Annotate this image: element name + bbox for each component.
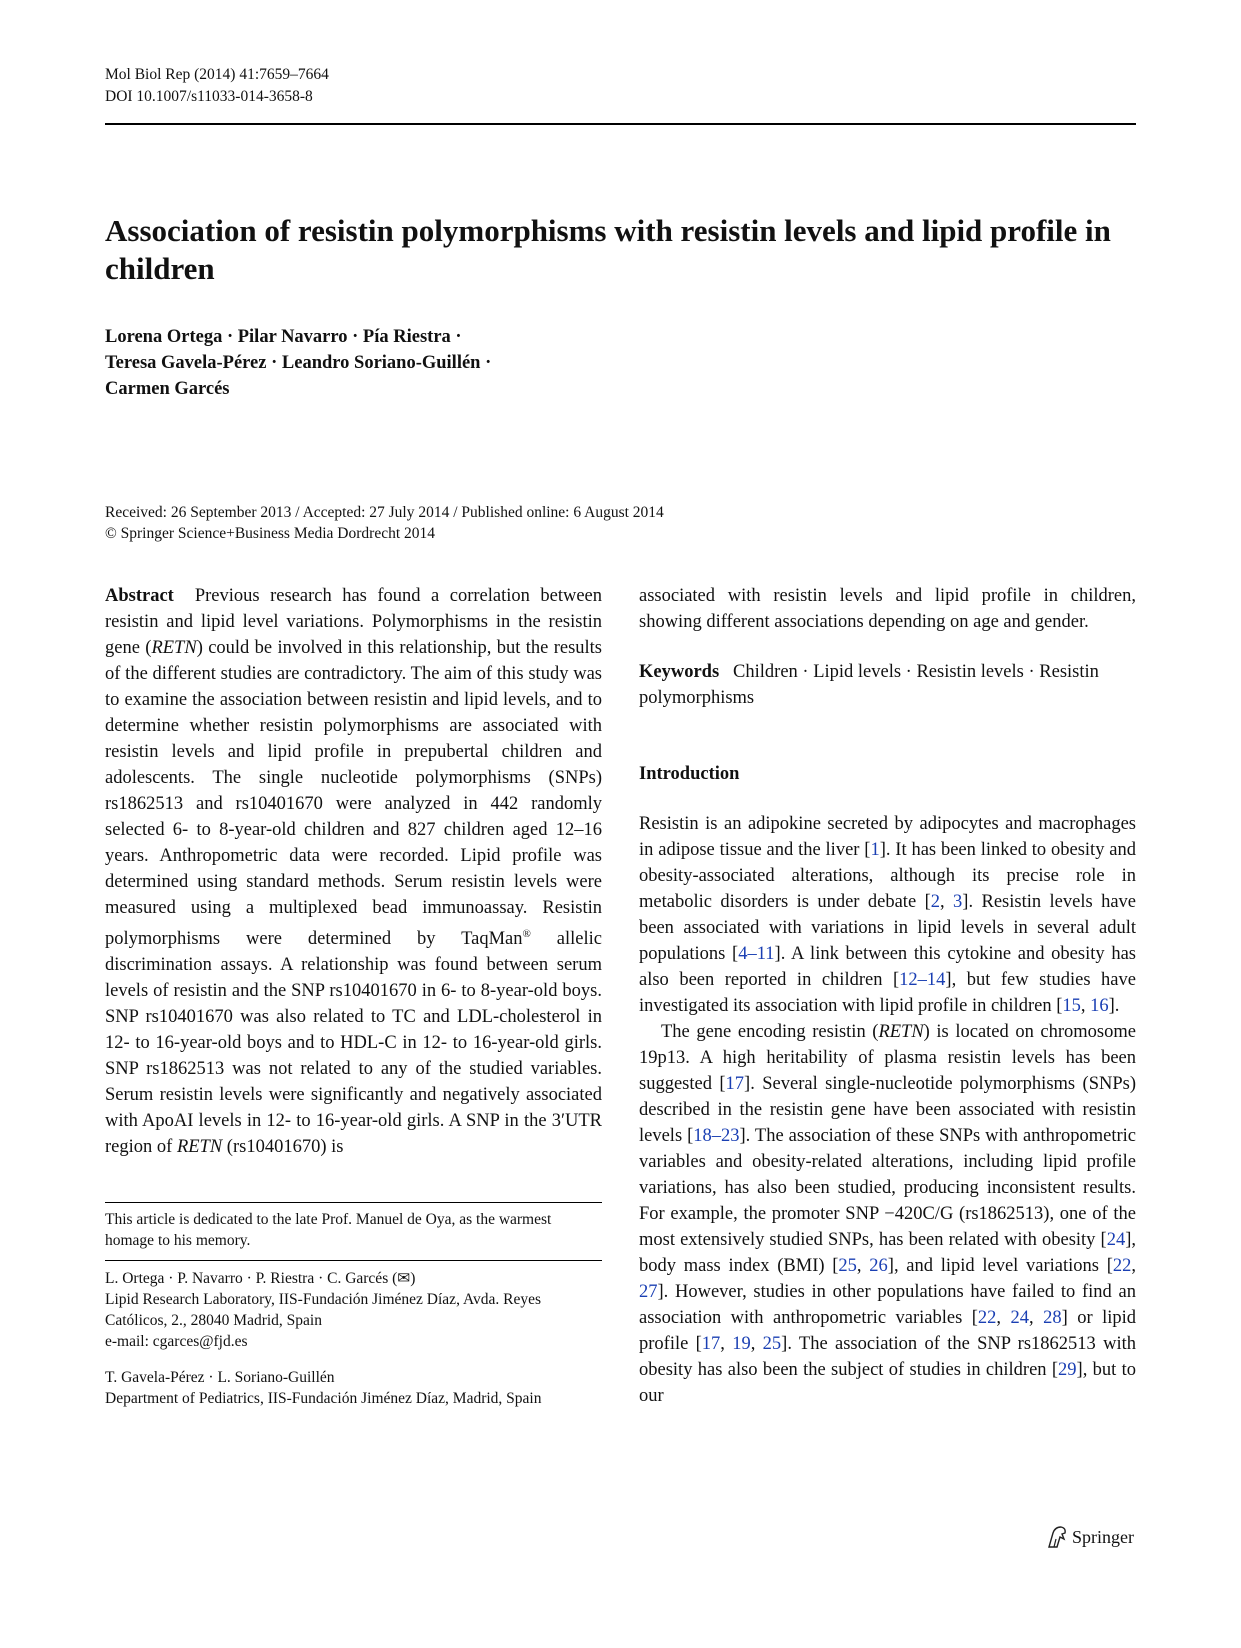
citation-link[interactable]: 3: [953, 892, 963, 912]
header-rule: [105, 123, 1136, 125]
text-run: ,: [939, 892, 954, 912]
journal-citation: Mol Biol Rep (2014) 41:7659–7664: [105, 66, 329, 83]
citation-link[interactable]: 18–23: [693, 1126, 740, 1146]
text-run: ], and lipid level variations [: [887, 1256, 1113, 1276]
author-list: [105, 324, 491, 402]
text-run: ) is located on chromosome 19p13. A high heritability of plasma resistin levels has been suggested [: [639, 1022, 1136, 1094]
citation-link[interactable]: 22: [1112, 1256, 1132, 1276]
citation-link[interactable]: 29: [1058, 1360, 1077, 1380]
citation-link[interactable]: 22: [977, 1308, 997, 1328]
text-run: ,: [856, 1256, 870, 1276]
copyright-line: © Springer Science+Business Media Dordrecht 2014: [105, 525, 436, 542]
text-run: ]. The association of these SNPs with anthropometric variables and obesity-related alterations, including lipid profile variations, has also been studied, producing inconsistent results. For example, the promoter SNP −420C/G (rs1862513), one of the most extensively studied SNPs, has been related with obesity [: [639, 1126, 1136, 1250]
citation-link[interactable]: 12–14: [899, 970, 946, 990]
keywords-label: Keywords: [639, 662, 720, 682]
keywords-text: Children · Lipid levels · Resistin levels · Resistin polymorphisms: [639, 662, 1099, 708]
author-line: Lorena Ortega · Pilar Navarro · Pía Riestra ·: [105, 327, 462, 347]
citation-link[interactable]: 15: [1062, 996, 1081, 1016]
publication-dates: [105, 502, 664, 544]
affiliation-2: [105, 1367, 602, 1409]
intro-paragraph-2: [639, 1019, 1136, 1409]
gene-name: RETN: [878, 1022, 924, 1042]
citation-link[interactable]: 1: [870, 840, 880, 860]
citation-link[interactable]: 26: [869, 1256, 888, 1276]
text-run: Resistin is an adipokine secreted by adipocytes and macrophages in adipose tissue and the liver [: [639, 814, 1136, 860]
email[interactable]: e-mail: cgarces@fjd.es: [105, 1333, 248, 1350]
text-run: The gene encoding resistin (: [661, 1022, 879, 1042]
author-line: Teresa Gavela-Pérez · Leandro Soriano-Guillén ·: [105, 353, 492, 373]
abstract-text: ) could be involved in this relationship, but the results of the different studies are contradictory. The aim of this study was to examine the association between resistin and lipid levels, and to determine whether resistin polymorphisms are associated with resistin levels and lipid profile in prepubertal children and adolescents. The single nucleotide polymorphisms (SNPs) rs1862513 and rs10401670 were analyzed in 442 randomly selected 6- to 8-year-old children and 827 children aged 12–16 years. Anthropometric data were recorded. Lipid profile was determined using standard methods. Serum resistin levels were measured using a multiplexed bead immunoassay. Resistin polymorphisms were determined by TaqMan: [105, 638, 602, 950]
text-run: ,: [750, 1334, 763, 1354]
citation-link[interactable]: 24: [1106, 1230, 1126, 1250]
citation-link[interactable]: 17: [701, 1334, 721, 1354]
registered-mark: ®: [522, 928, 531, 940]
abstract-column: [105, 583, 602, 1160]
text-run: ]. Resistin levels have been associated with variations in lipid levels in several adult populations [: [639, 892, 1136, 964]
text-run: ], but few studies have investigated its association with lipid profile in children [: [639, 970, 1136, 1016]
running-header: [105, 64, 329, 108]
keywords: [639, 659, 1136, 711]
text-run: ,: [1029, 1308, 1044, 1328]
doi: DOI 10.1007/s11033-014-3658-8: [105, 88, 313, 105]
text-run: ]. Several single-nucleotide polymorphisms (SNPs) described in the resistin gene have been associated with resistin levels [: [639, 1074, 1136, 1146]
springer-horse-icon: [1046, 1525, 1068, 1549]
citation-link[interactable]: 2: [930, 892, 940, 912]
text-run: ]. However, studies in other populations have failed to find an association with anthropometric variables [: [639, 1282, 1136, 1328]
affiliation-names: T. Gavela-Pérez · L. Soriano-Guillén: [105, 1369, 335, 1386]
publisher-logo: [1046, 1525, 1134, 1549]
citation-link[interactable]: 4–11: [738, 944, 775, 964]
text-run: ]. It has been linked to obesity and obesity-associated alterations, although its precise role in metabolic disorders is under debate [: [639, 840, 1136, 912]
abstract-text-continued: (rs10401670) is: [222, 1137, 344, 1158]
citation-link[interactable]: 28: [1043, 1308, 1062, 1328]
text-run: ] or lipid profile [: [639, 1308, 1137, 1354]
affiliation-lab: Lipid Research Laboratory, IIS-Fundación Jiménez Díaz, Avda. Reyes Católicos, 2., 28040 Madrid, Spain: [105, 1291, 542, 1329]
citation-link[interactable]: 25: [762, 1334, 782, 1354]
citation-link[interactable]: 17: [725, 1074, 745, 1094]
abstract-text: allelic discrimination assays. A relationship was found between serum levels of resistin and the SNP rs10401670 in 6- to 8-year-old boys. SNP rs10401670 was also related to TC and LDL-cholesterol in 12- to 16-year-old boys and to HDL-C in 12- to 16-year-old girls. SNP rs1862513 was not related to any of the studied variables. Serum resistin levels were significantly and negatively associated with ApoAI levels in 12- to 16-year-old girls. A SNP in the 3′UTR region of: [105, 929, 602, 1158]
publisher-name: Springer: [1072, 1526, 1134, 1547]
affiliation-dept: Department of Pediatrics, IIS-Fundación Jiménez Díaz, Madrid, Spain: [105, 1390, 542, 1407]
text-run: ,: [720, 1334, 733, 1354]
intro-paragraph-1: [639, 811, 1136, 1019]
text-run: ], body mass index (BMI) [: [639, 1230, 1136, 1276]
abstract-label: Abstract: [105, 586, 174, 606]
section-heading: Introduction: [639, 764, 740, 784]
right-column: [639, 583, 1136, 1409]
affiliation-1: [105, 1268, 602, 1352]
footnote-rule: [105, 1202, 602, 1203]
citation-link[interactable]: 16: [1090, 996, 1109, 1016]
citation-link[interactable]: 19: [732, 1334, 751, 1354]
affiliation-names: L. Ortega · P. Navarro · P. Riestra · C. Garcés (✉): [105, 1270, 416, 1287]
gene-name: RETN: [151, 638, 197, 658]
abstract: [105, 583, 602, 1160]
footnote-rule: [105, 1260, 602, 1261]
author-line: Carmen Garcés: [105, 379, 230, 399]
gene-name: RETN: [176, 1137, 223, 1158]
text-run: ,: [1080, 996, 1091, 1016]
article-title: Association of resistin polymorphisms with resistin levels and lipid profile in children: [105, 213, 1111, 286]
citation-link[interactable]: 27: [639, 1282, 658, 1302]
received-accepted-line: Received: 26 September 2013 / Accepted: 27 July 2014 / Published online: 6 August 2014: [105, 504, 664, 521]
text-run: ]. A link between this cytokine and obesity has also been reported in children [: [639, 944, 1136, 990]
text-run: ].: [1108, 996, 1120, 1016]
text-run: ,: [996, 1308, 1011, 1328]
text-run: ,: [1131, 1256, 1136, 1276]
abstract-continued: associated with resistin levels and lipid profile in children, showing different associations depending on age and gender.: [639, 586, 1136, 632]
citation-link[interactable]: 25: [838, 1256, 857, 1276]
text-run: ]. The association of the SNP rs1862513 with obesity has also been the subject of studies in children [: [639, 1334, 1136, 1380]
text-run: ], but to our: [639, 1360, 1136, 1406]
dedication-footnote: This article is dedicated to the late Prof. Manuel de Oya, as the warmest homage to his memory.: [105, 1211, 552, 1249]
abstract-text: Previous research has found a correlation between resistin and lipid level variations. Polymorphisms in the resistin gene (: [105, 586, 602, 658]
citation-link[interactable]: 24: [1010, 1308, 1029, 1328]
